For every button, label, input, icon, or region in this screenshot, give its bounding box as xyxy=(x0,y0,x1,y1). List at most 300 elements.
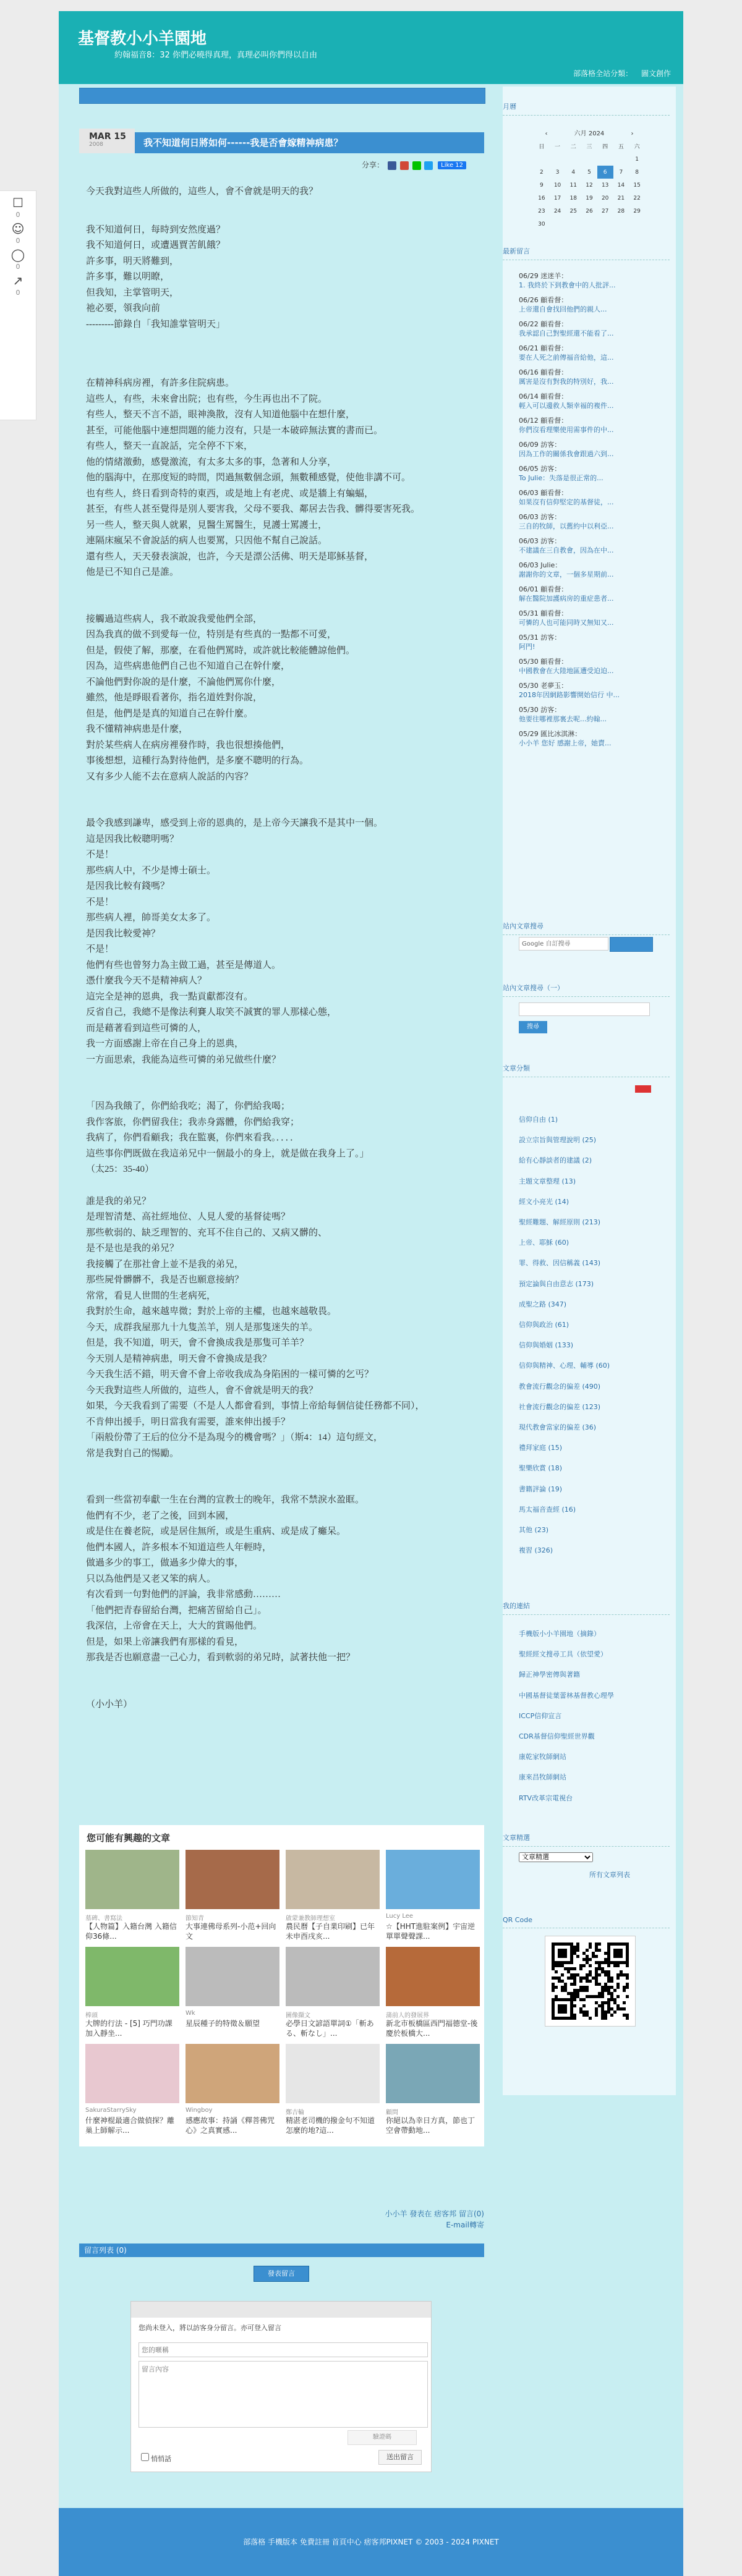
related-card-title[interactable]: 你絕以為幸日方真，節也丁空會帶動地... xyxy=(386,2116,475,2135)
calendar-weekday: 六 xyxy=(634,144,640,150)
qr-module xyxy=(558,2004,561,2007)
recent-comment-item[interactable] xyxy=(519,344,670,362)
related-card-title[interactable]: 必學日文諺語單詞①「斬ある、斬なし」... xyxy=(286,2019,374,2038)
calendar-day[interactable]: 26 xyxy=(586,208,593,214)
links-title: 我的連結 xyxy=(503,1601,670,1615)
recent-comment-item[interactable] xyxy=(519,561,670,579)
recent-comment-meta: 05/29 匯比冰淇淋： xyxy=(519,730,582,738)
category-item[interactable]: 信仰與婚姻 (133) xyxy=(519,1341,574,1350)
category-item[interactable]: 給有心靜談者的建議 (2) xyxy=(519,1156,592,1165)
calendar-day[interactable] xyxy=(550,218,566,231)
qr-module xyxy=(613,1949,616,1952)
qr-code-image xyxy=(545,1936,636,2027)
calendar-day[interactable]: 14 xyxy=(617,182,625,189)
recent-comment-text[interactable]: 解在醫院加護病房的重症患者... xyxy=(519,595,614,603)
qr-module xyxy=(558,1949,561,1952)
recent-comment-text[interactable]: 三自的牧師，以舊約中以利亞... xyxy=(519,522,614,530)
calendar-day[interactable]: 2 xyxy=(539,169,544,176)
featured-select[interactable] xyxy=(519,1852,593,1862)
qr-module xyxy=(610,2007,613,2010)
qr-module xyxy=(576,1943,579,1946)
facebook-share-icon[interactable] xyxy=(388,161,396,170)
qr-module xyxy=(601,1989,604,1992)
post-paragraph: 誰是我的弟兄？ 是理智清楚、高社經地位、人見人愛的基督徒嗎？ 那些軟弱的、缺乏理智的、充耳不住自己的、又病又髒的、 是不是也是我的弟兄？ 我接觸了在那社會上並不是我的弟兄， 那些屍骨髒髒不，我是否也願意接納？ 常常，看見人世間的生老病死， 我對於生命，越來越卑微；對於上帝的主權，也越來越敬畏。 今天，成群我屋那九十九隻羔羊，別人是那隻迷失的羊。 但是，我不知道，明天，會不會換成我是那隻可羊羊？ 今天別人是精神病患，明天會不會換成是我？ 今天我生活不錯，明天會不會上帝收我成為身陷困的一樣可憐的乞丐？ 今天我對這些人所做的，這些人，會不會就是明天的我？ 如果，今天我看到了需要（不是人人都會看到，事情上帝給每個信徒任務都不同）， 不肯伸出援手，明日當我有需要，誰來伸出援手？ 「兩般份帶了王后的位分不是為現今的機會嗎？」（斯4：14）這句經文， 常是我對自己的惕勵。 xyxy=(86,1196,425,1459)
recent-comment-meta: 05/31 顧看督： xyxy=(519,609,568,617)
recent-comment-text[interactable]: 謝謝你的文章，一個多星期前... xyxy=(519,570,614,578)
category-item[interactable]: 信仰自由 (1) xyxy=(519,1116,558,1124)
comment-tool[interactable] xyxy=(0,247,36,273)
qr-module xyxy=(595,1946,598,1949)
qr-module xyxy=(579,1980,582,1983)
recent-comment-item[interactable] xyxy=(519,512,670,531)
header-link-category[interactable]: 圖文創作 xyxy=(641,69,671,78)
calendar-day[interactable]: 12 xyxy=(586,182,593,189)
qr-module xyxy=(607,1980,610,1983)
category-item[interactable]: 上帝、耶穌 (60) xyxy=(519,1239,569,1247)
recent-comment-text[interactable]: 我承認自己對聖經還不能看了... xyxy=(519,329,614,337)
calendar-day[interactable]: 28 xyxy=(617,208,625,214)
recent-comment-item[interactable] xyxy=(519,392,670,410)
recent-comment-text[interactable]: 中國教會在大陸地區遭受迫迫... xyxy=(519,667,614,675)
sidebar-link[interactable]: 手機版小小羊園地（摘錄） xyxy=(519,1630,600,1638)
qr-module xyxy=(595,1961,598,1964)
share-count: 0 xyxy=(15,289,20,297)
calendar-day[interactable]: 9 xyxy=(539,182,544,189)
category-item[interactable]: 其他 (23) xyxy=(519,1526,549,1535)
calendar-day[interactable]: 1 xyxy=(635,156,639,163)
related-card[interactable] xyxy=(286,2044,380,2137)
calendar-day[interactable]: 29 xyxy=(633,208,641,214)
recent-comment-text[interactable]: 要在人死之前傳福音給他，這... xyxy=(519,354,614,362)
all-articles-link[interactable]: 所有文章列表 xyxy=(589,1871,630,1879)
related-thumbnail[interactable] xyxy=(386,1947,480,2006)
qr-module xyxy=(558,1952,561,1955)
related-card-title[interactable]: 什麼神棍最適合做偵探？離巢上師解示... xyxy=(85,2116,175,2135)
qr-module xyxy=(561,2007,564,2010)
related-card[interactable] xyxy=(85,2044,179,2137)
related-card[interactable] xyxy=(286,1947,380,2040)
recent-comment-item[interactable] xyxy=(519,416,670,434)
category-item[interactable]: 禮拜家庭 (15) xyxy=(519,1444,563,1452)
recent-comment-text[interactable]: To Julie：失落是很正常的... xyxy=(519,474,603,482)
qr-module xyxy=(570,1946,573,1949)
qr-module xyxy=(564,2007,567,2010)
qr-module xyxy=(561,1986,564,1989)
qr-module xyxy=(620,1952,623,1955)
recent-comment-item[interactable] xyxy=(519,464,670,483)
qr-module xyxy=(567,1998,570,2001)
qr-module xyxy=(552,1961,555,1964)
calendar-day[interactable]: 10 xyxy=(553,182,561,189)
qr-module xyxy=(564,1986,567,1989)
category-item[interactable]: 經文小亮光 (14) xyxy=(519,1197,569,1206)
calendar-day[interactable] xyxy=(613,218,629,231)
category-item[interactable]: 預定論與自由意志 (173) xyxy=(519,1279,594,1288)
site-search-button[interactable]: 搜尋 xyxy=(519,1021,547,1033)
calendar-day[interactable]: 15 xyxy=(633,182,641,189)
calendar-day[interactable] xyxy=(565,153,581,166)
qr-module xyxy=(626,1986,629,1989)
recent-comment-text[interactable]: 不建議在三自教會，因為在中... xyxy=(519,546,614,554)
facebook-like-button[interactable]: Like 12 xyxy=(438,161,466,169)
category-item[interactable]: 馬太福音查經 (16) xyxy=(519,1505,576,1514)
category-item[interactable]: 教會流行觀念的偏差 (490) xyxy=(519,1382,601,1391)
site-search-section xyxy=(503,921,670,964)
calendar-day[interactable]: 13 xyxy=(601,182,609,189)
related-author: 顧問 xyxy=(386,2109,398,2116)
qr-module xyxy=(564,1983,567,1986)
sidebar-link[interactable]: ICCP信仰宣言 xyxy=(519,1711,562,1720)
recent-comments-section xyxy=(503,246,670,753)
qr-module xyxy=(607,1955,610,1958)
calendar-day[interactable] xyxy=(613,153,629,166)
related-thumbnail[interactable] xyxy=(386,1850,480,1909)
category-item[interactable]: 書籍評論 (19) xyxy=(519,1485,563,1493)
qr-module xyxy=(558,1998,561,2001)
qr-module xyxy=(579,1976,582,1980)
post-title[interactable]: 我不知道何日將如何------我是否會嫁精神病患？ xyxy=(135,132,484,153)
qr-module xyxy=(607,1946,610,1949)
pet-tool[interactable] xyxy=(0,221,36,247)
qr-module xyxy=(592,1976,595,1980)
qr-module xyxy=(564,1961,567,1964)
related-card-title[interactable]: 大牌的行法 - [5] 巧門功課加入靜坐... xyxy=(85,2019,173,2038)
recent-comment-text[interactable]: 如果沒有信仰堅定的基督徒，... xyxy=(519,498,614,506)
qr-module xyxy=(576,1955,579,1958)
links-section xyxy=(503,1601,670,1808)
recent-comment-meta: 06/21 顧看督： xyxy=(519,344,568,352)
recent-comment-item[interactable] xyxy=(519,633,670,651)
category-item[interactable]: 設立宗旨與管理說明 (25) xyxy=(519,1136,597,1145)
calendar-weekday: 一 xyxy=(555,144,561,150)
category-item[interactable]: 複習 (326) xyxy=(519,1546,553,1555)
qr-module xyxy=(604,2017,607,2020)
calendar-day[interactable]: 19 xyxy=(586,195,593,201)
sidebar-link[interactable]: 歸正神學密傳與著籍 xyxy=(519,1671,580,1679)
calendar-day[interactable]: 21 xyxy=(617,195,625,201)
recent-comment-meta: 06/12 顧看督： xyxy=(519,417,568,425)
calendar-day[interactable]: 5 xyxy=(587,169,591,176)
qr-module xyxy=(595,1976,598,1980)
qr-module xyxy=(610,1986,613,1989)
qr-module xyxy=(607,1958,610,1961)
calendar-day[interactable]: 25 xyxy=(569,208,577,214)
related-card[interactable] xyxy=(186,1850,279,1943)
related-card[interactable] xyxy=(186,2044,279,2137)
calendar-day[interactable] xyxy=(597,218,613,231)
qr-module xyxy=(552,1976,555,1980)
category-item[interactable]: 成聖之路 (347) xyxy=(519,1300,567,1308)
calendar-day[interactable] xyxy=(581,218,597,231)
category-item[interactable]: 社會流行觀念的偏差 (123) xyxy=(519,1402,601,1411)
related-card-title[interactable]: 【人物篇】入籍台灣 入籍信仰36條... xyxy=(85,1922,177,1941)
recent-comment-meta: 06/09 訪客： xyxy=(519,441,561,449)
related-card-title[interactable]: 大事連佛母系列-小范+回向文 xyxy=(186,1922,276,1941)
recent-comment-text[interactable]: 你們沒看理樂使用需事件的中... xyxy=(519,426,614,434)
sidebar-link[interactable]: 中國基督徒葉蕾林基督教心理學 xyxy=(519,1691,614,1700)
qr-module xyxy=(570,2001,573,2004)
recent-comment-item[interactable] xyxy=(519,536,670,555)
recent-comment-meta: 06/05 訪客： xyxy=(519,465,561,473)
calendar-day[interactable] xyxy=(597,153,613,166)
recent-comment-item[interactable] xyxy=(519,488,670,507)
qr-module xyxy=(626,2014,629,2017)
qr-module xyxy=(573,2014,576,2017)
qr-module xyxy=(555,1995,558,1998)
related-card[interactable] xyxy=(85,1850,179,1943)
related-card[interactable] xyxy=(386,1947,480,2040)
calendar-day[interactable]: 23 xyxy=(538,208,545,214)
qr-module xyxy=(561,1989,564,1992)
recent-comment-text[interactable]: 因為工作的關係我會跟過六到... xyxy=(519,450,614,458)
qr-module xyxy=(616,1949,620,1952)
qr-module xyxy=(613,1943,616,1946)
qr-module xyxy=(616,1983,620,1986)
nickname-input[interactable] xyxy=(139,2342,428,2357)
qr-module xyxy=(595,1949,598,1952)
related-thumbnail[interactable] xyxy=(286,2044,380,2103)
qr-module xyxy=(610,1961,613,1964)
submit-comment-button[interactable]: 送出留言 xyxy=(378,2450,422,2465)
qr-module xyxy=(592,1952,595,1955)
sidebar-link[interactable]: 康來昌牧師網站 xyxy=(519,1773,566,1782)
recent-comment-item[interactable] xyxy=(519,440,670,459)
google-search-button[interactable] xyxy=(610,937,653,952)
category-item[interactable]: 現代教會當家的偏差 (36) xyxy=(519,1423,597,1432)
qr-module xyxy=(604,1986,607,1989)
related-thumbnail[interactable] xyxy=(85,2044,179,2103)
calendar-day[interactable] xyxy=(581,153,597,166)
related-thumbnail[interactable] xyxy=(286,1850,380,1909)
qr-module xyxy=(607,1976,610,1980)
qr-module xyxy=(576,1946,579,1949)
recent-comment-text[interactable]: 可憐的人也可能同時又無知又... xyxy=(519,619,614,627)
link-list xyxy=(503,1624,670,1808)
qr-module xyxy=(598,1943,601,1946)
qr-module xyxy=(601,2010,604,2014)
calendar-day[interactable]: 30 xyxy=(538,221,545,227)
qr-module xyxy=(582,1976,586,1980)
qr-module xyxy=(573,1952,576,1955)
recent-comment-meta: 06/26 顧看督： xyxy=(519,296,568,304)
related-card[interactable] xyxy=(286,1850,380,1943)
related-card-title[interactable]: ☆【HHT進駐案例】宇宙逆單單聲聲課... xyxy=(386,1922,475,1941)
qr-module xyxy=(561,2017,564,2020)
captcha-widget[interactable]: 驗證碼 xyxy=(348,2430,417,2445)
sidebar-link[interactable]: CDR基督信仰聖經世界觀 xyxy=(519,1732,595,1741)
calendar-day[interactable]: 6 xyxy=(597,166,613,179)
post-date xyxy=(79,129,135,153)
sidebar-link[interactable]: 康乾家牧師網站 xyxy=(519,1753,566,1761)
recent-comment-text[interactable]: 他要往哪裡那裏去呢...約翰... xyxy=(519,715,607,723)
category-item[interactable]: 聖經難題、解經原則 (213) xyxy=(519,1218,601,1227)
qr-module xyxy=(607,1952,610,1955)
recent-comment-meta: 06/03 Julie： xyxy=(519,561,562,569)
recent-comment-text[interactable]: 厲害是沒有對我的特別好，我... xyxy=(519,378,614,386)
header-link-category-label[interactable]: 部落格全站分類： xyxy=(573,69,633,78)
qr-module xyxy=(613,1964,616,1967)
related-card[interactable] xyxy=(386,1850,480,1943)
qr-module xyxy=(573,2017,576,2020)
post-comment-button[interactable]: 發表留言 xyxy=(254,2266,309,2282)
sidebar-link[interactable]: RTV改革宗電視台 xyxy=(519,1794,573,1802)
qr-module xyxy=(626,2017,629,2020)
related-thumbnail[interactable] xyxy=(286,1947,380,2006)
calendar-prev-icon[interactable]: ‹ xyxy=(545,130,548,137)
recent-comment-text[interactable]: 1. 我終於下到教會中的人批評... xyxy=(519,281,616,289)
related-card[interactable] xyxy=(386,2044,480,2137)
recent-comment-text[interactable]: 輕入可以邊救人類幸福的複件... xyxy=(519,402,614,410)
recent-comment-item[interactable] xyxy=(519,368,670,386)
qr-module xyxy=(610,1943,613,1946)
recent-comment-item[interactable] xyxy=(519,729,670,748)
category-item[interactable]: 罪、得救、因信稱義 (143) xyxy=(519,1259,601,1268)
qr-module xyxy=(561,1955,564,1958)
qr-module xyxy=(626,1973,629,1976)
recent-comment-item[interactable] xyxy=(519,585,670,603)
calendar-day[interactable]: 22 xyxy=(633,195,641,201)
qr-module xyxy=(573,1967,576,1970)
qr-module xyxy=(573,1992,576,1995)
qr-module xyxy=(589,1946,592,1949)
secret-checkbox-label[interactable] xyxy=(139,2451,171,2464)
related-card[interactable] xyxy=(186,1947,279,2040)
qr-module xyxy=(592,1995,595,1998)
related-card-title[interactable]: 星辰種子的特徵＆願望 xyxy=(186,2019,260,2028)
qr-module xyxy=(570,2004,573,2007)
qr-module xyxy=(558,2010,561,2014)
header-links xyxy=(567,68,671,78)
calendar-day[interactable]: 20 xyxy=(601,195,609,201)
qr-module xyxy=(564,1989,567,1992)
calendar-day[interactable]: 7 xyxy=(619,169,623,176)
qr-module xyxy=(610,1995,613,1998)
recent-comment-text[interactable]: 上帝還自會找回他們的親人... xyxy=(519,305,607,313)
calendar-day[interactable]: 16 xyxy=(538,195,545,201)
recent-comment-text[interactable]: 阿門! xyxy=(519,643,535,651)
category-item[interactable]: 信仰與精神、心理、輔導 (60) xyxy=(519,1362,610,1370)
qr-module xyxy=(570,1998,573,2001)
related-card-title[interactable]: 新北市板橋區西門福德堂-後慶於板橋大... xyxy=(386,2019,478,2038)
qr-module xyxy=(582,2010,586,2014)
qr-module xyxy=(607,2001,610,2004)
qr-module xyxy=(586,1973,589,1976)
related-thumbnail[interactable] xyxy=(386,2044,480,2103)
qr-module xyxy=(601,2007,604,2010)
related-card-title[interactable]: 感應故事：持誦《釋菩佛咒心》之真實感... xyxy=(186,2116,275,2135)
qr-module xyxy=(561,1980,564,1983)
recent-comment-item[interactable] xyxy=(519,320,670,338)
calendar-day[interactable]: 11 xyxy=(569,182,577,189)
category-item[interactable]: 主題文章整理 (13) xyxy=(519,1177,576,1185)
google-search-input[interactable]: Google 自訂搜尋 xyxy=(519,937,608,951)
calendar-grid xyxy=(534,140,645,231)
qr-module xyxy=(564,1943,567,1946)
sidebar-link[interactable]: 聖經經文搜尋工具（依望愛） xyxy=(519,1650,607,1659)
qr-module xyxy=(626,1995,629,1998)
post-meta[interactable]: 小小羊 發表在 痞客邦 留言(0) xyxy=(385,2210,484,2218)
related-author: Lucy Lee xyxy=(386,1913,414,1920)
rss-icon[interactable] xyxy=(635,1085,651,1093)
share-tool[interactable] xyxy=(0,273,36,299)
qr-module xyxy=(576,1949,579,1952)
secret-checkbox[interactable] xyxy=(141,2453,149,2461)
qr-module xyxy=(595,1955,598,1958)
qr-module xyxy=(552,1943,555,1946)
qr-module xyxy=(558,2007,561,2010)
calendar-day[interactable]: 8 xyxy=(635,169,639,176)
related-thumbnail[interactable] xyxy=(85,1947,179,2006)
recent-comment-item[interactable] xyxy=(519,271,670,290)
qr-module xyxy=(573,1983,576,1986)
email-forward-link[interactable]: E-mail轉寄 xyxy=(446,2221,484,2229)
bookmark-tool[interactable] xyxy=(0,191,36,221)
qr-module xyxy=(598,1992,601,1995)
calendar-day[interactable]: 17 xyxy=(553,195,561,201)
recent-comment-text[interactable]: 小小羊 您好 感謝上帝，她賣... xyxy=(519,739,612,747)
calendar-day[interactable] xyxy=(534,153,550,166)
post-date-day: MAR 15 xyxy=(89,132,126,142)
recent-comment-item[interactable] xyxy=(519,681,670,700)
qr-module xyxy=(567,1961,570,1964)
related-thumbnail[interactable] xyxy=(85,1850,179,1909)
related-card-title[interactable]: 精湛老司機的撥金句不知道怎麼的地?這... xyxy=(286,2116,375,2135)
recent-comment-text[interactable]: 2018年因網路影響開始信行 中... xyxy=(519,691,620,699)
recent-comment-item[interactable] xyxy=(519,609,670,627)
calendar-day[interactable] xyxy=(629,218,645,231)
category-item[interactable]: 信仰與政治 (61) xyxy=(519,1321,569,1329)
calendar-day[interactable]: 4 xyxy=(571,169,576,176)
calendar-day[interactable]: 24 xyxy=(553,208,561,214)
twitter-share-icon[interactable] xyxy=(424,161,433,170)
qr-module xyxy=(616,1976,620,1980)
calendar-day[interactable] xyxy=(550,153,566,166)
qr-module xyxy=(561,2010,564,2014)
calendar-day[interactable]: 3 xyxy=(555,169,560,176)
calendar-next-icon[interactable]: › xyxy=(631,130,634,137)
qr-module xyxy=(570,2007,573,2010)
related-card[interactable] xyxy=(85,1947,179,2040)
line-share-icon[interactable] xyxy=(412,161,421,170)
qr-module xyxy=(604,2001,607,2004)
calendar-day[interactable]: 27 xyxy=(601,208,609,214)
related-thumbnail[interactable] xyxy=(186,2044,279,2103)
calendar-day[interactable] xyxy=(565,218,581,231)
qr-module xyxy=(601,1995,604,1998)
related-thumbnail[interactable] xyxy=(186,1850,279,1909)
qr-module xyxy=(558,1961,561,1964)
qr-module xyxy=(598,1967,601,1970)
blog-wrapper xyxy=(59,11,683,2551)
qr-module xyxy=(626,1958,629,1961)
related-thumbnail[interactable] xyxy=(186,1947,279,2006)
qr-module xyxy=(564,1967,567,1970)
site-search-input[interactable] xyxy=(519,1002,650,1016)
calendar-day[interactable]: 18 xyxy=(569,195,577,201)
qr-module xyxy=(586,1989,589,1992)
blog-title[interactable]: 基督教小小羊園地 xyxy=(78,30,207,48)
google-share-icon[interactable] xyxy=(400,161,409,170)
related-card-title[interactable]: 農民曆【子自業印刷】已年未申酉戌亥... xyxy=(286,1922,375,1941)
qr-module xyxy=(558,1964,561,1967)
recent-comment-item[interactable] xyxy=(519,705,670,724)
category-item[interactable]: 聖樂欣賞 (18) xyxy=(519,1464,563,1473)
qr-module xyxy=(607,2007,610,2010)
qr-module xyxy=(601,2001,604,2004)
comment-textarea[interactable] xyxy=(139,2361,428,2428)
recent-comment-item[interactable] xyxy=(519,657,670,676)
recent-comment-item[interactable] xyxy=(519,295,670,314)
